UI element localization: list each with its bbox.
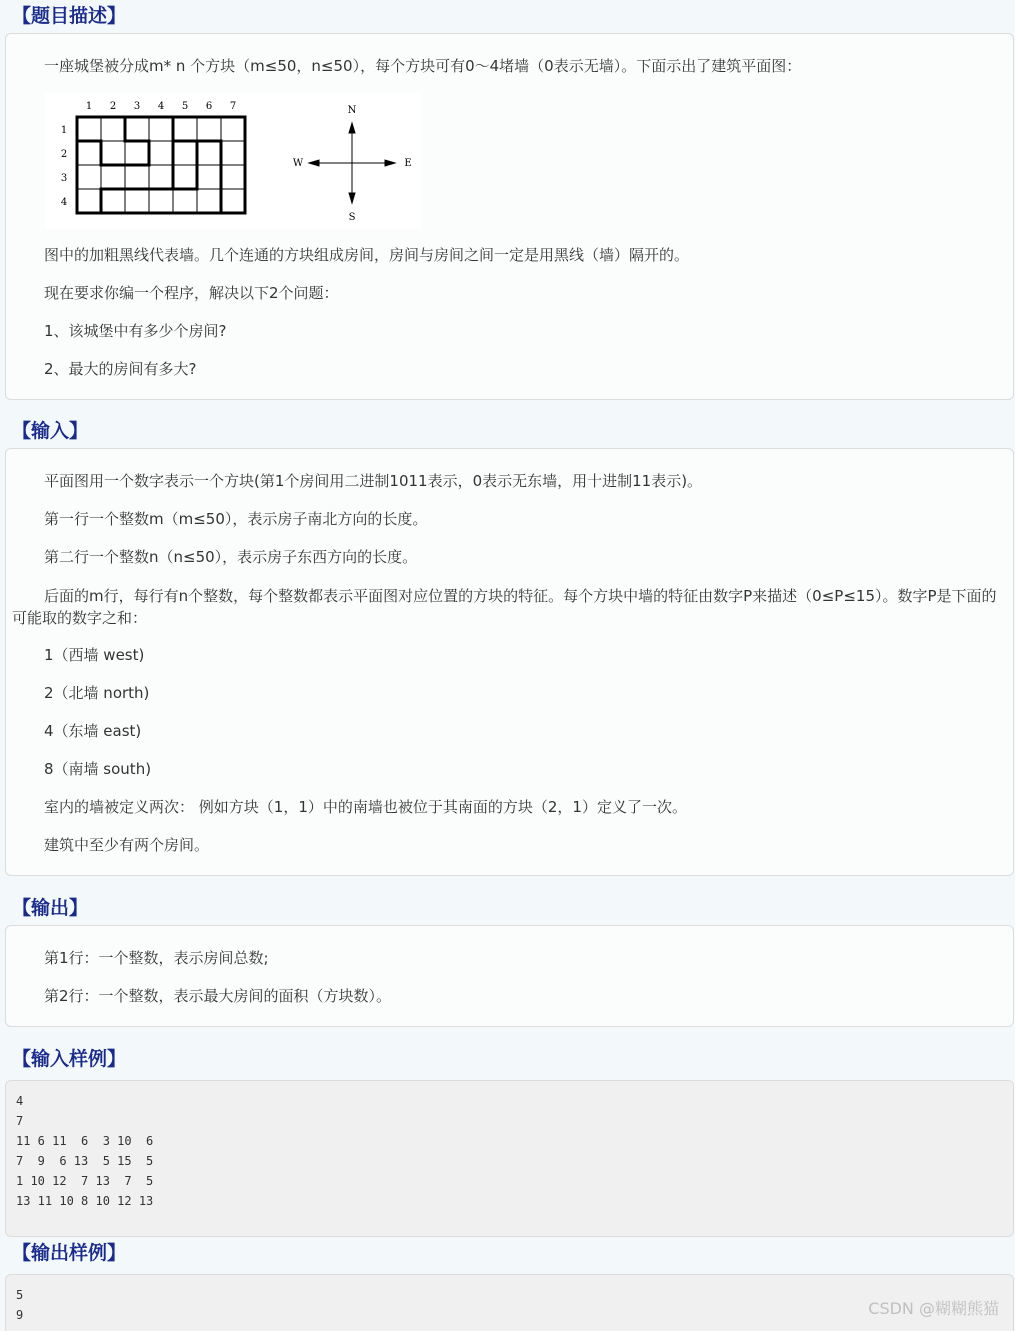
sample-input-line: 7 <box>16 1114 24 1128</box>
sample-output-panel <box>5 1274 1014 1331</box>
sample-output-heading: 【输出样例】 <box>12 1242 127 1264</box>
row-label: 4 <box>60 197 68 208</box>
input-paragraph-1: 平面图用一个数字表示一个方块(第1个房间用二进制1011表示，0表示无东墙，用十进制11表示)。 <box>44 472 703 490</box>
wall-option-east: 4（东墙 east) <box>44 722 142 740</box>
sample-input-line: 11 6 11 6 3 10 6 <box>16 1134 154 1148</box>
compass-east: E <box>404 158 412 169</box>
sample-input-panel <box>5 1080 1014 1237</box>
input-paragraph-5: 室内的墙被定义两次： 例如方块（1，1）中的南墙也被位于其南面的方块（2，1）定义了一次。 <box>44 798 687 816</box>
row-label: 2 <box>60 149 68 160</box>
compass-north: N <box>347 105 357 116</box>
sample-output-line: 9 <box>16 1308 24 1322</box>
wall-option-west: 1（西墙 west) <box>44 646 145 664</box>
input-paragraph-6: 建筑中至少有两个房间。 <box>44 836 210 854</box>
problem-paragraph-1: 一座城堡被分成m* n 个方块（m≤50，n≤50），每个方块可有0～4堵墙（0表示无墙）。下面示出了建筑平面图： <box>44 57 802 75</box>
output-heading: 【输出】 <box>12 897 89 919</box>
input-paragraph-2: 第一行一个整数m（m≤50），表示房子南北方向的长度。 <box>44 510 428 528</box>
input-paragraph-4: 后面的m行，每行有n个整数，每个整数都表示平面图对应位置的方块的特征。每个方块中墙的特征由数字P来描述（0≤P≤15）。数字P是下面的可能取的数字之和： <box>12 587 997 627</box>
input-heading: 【输入】 <box>12 420 89 442</box>
compass-south: S <box>348 212 356 223</box>
output-paragraph-1: 第1行：一个整数，表示房间总数; <box>44 949 269 967</box>
sample-output-line: 5 <box>16 1288 24 1302</box>
problem-heading: 【题目描述】 <box>12 5 127 27</box>
problem-panel <box>5 33 1014 400</box>
sample-input-line: 1 10 12 7 13 7 5 <box>16 1174 154 1188</box>
floor-plan-diagram <box>45 93 421 229</box>
wall-option-south: 8（南墙 south) <box>44 760 152 778</box>
col-label: 1 <box>85 101 93 112</box>
col-label: 3 <box>133 101 141 112</box>
wall-option-north: 2（北墙 north) <box>44 684 150 702</box>
problem-question-2: 2、最大的房间有多大? <box>44 360 197 378</box>
output-panel <box>5 925 1014 1027</box>
sample-input-line: 13 11 10 8 10 12 13 <box>16 1194 154 1208</box>
castle-floor-plan <box>45 93 421 233</box>
col-label: 2 <box>109 101 117 112</box>
compass-west: W <box>292 158 304 169</box>
row-label: 1 <box>60 125 68 136</box>
sample-input-line: 7 9 6 13 5 15 5 <box>16 1154 154 1168</box>
col-label: 5 <box>181 101 189 112</box>
col-label: 6 <box>205 101 213 112</box>
row-label: 3 <box>60 173 68 184</box>
col-label: 7 <box>229 101 237 112</box>
csdn-watermark: CSDN @糊糊熊猫 <box>868 1299 999 1318</box>
problem-paragraph-3: 现在要求你编一个程序，解决以下2个问题： <box>44 284 339 302</box>
problem-question-1: 1、该城堡中有多少个房间? <box>44 322 227 340</box>
problem-paragraph-2: 图中的加粗黑线代表墙。几个连通的方块组成房间，房间与房间之间一定是用黑线（墙）隔开的。 <box>44 246 690 264</box>
col-label: 4 <box>157 101 165 112</box>
output-paragraph-2: 第2行：一个整数，表示最大房间的面积（方块数）。 <box>44 987 392 1005</box>
sample-input-line: 4 <box>16 1094 24 1108</box>
input-paragraph-3: 第二行一个整数n（n≤50），表示房子东西方向的长度。 <box>44 548 418 566</box>
sample-input-heading: 【输入样例】 <box>12 1048 127 1070</box>
input-panel <box>5 448 1014 876</box>
